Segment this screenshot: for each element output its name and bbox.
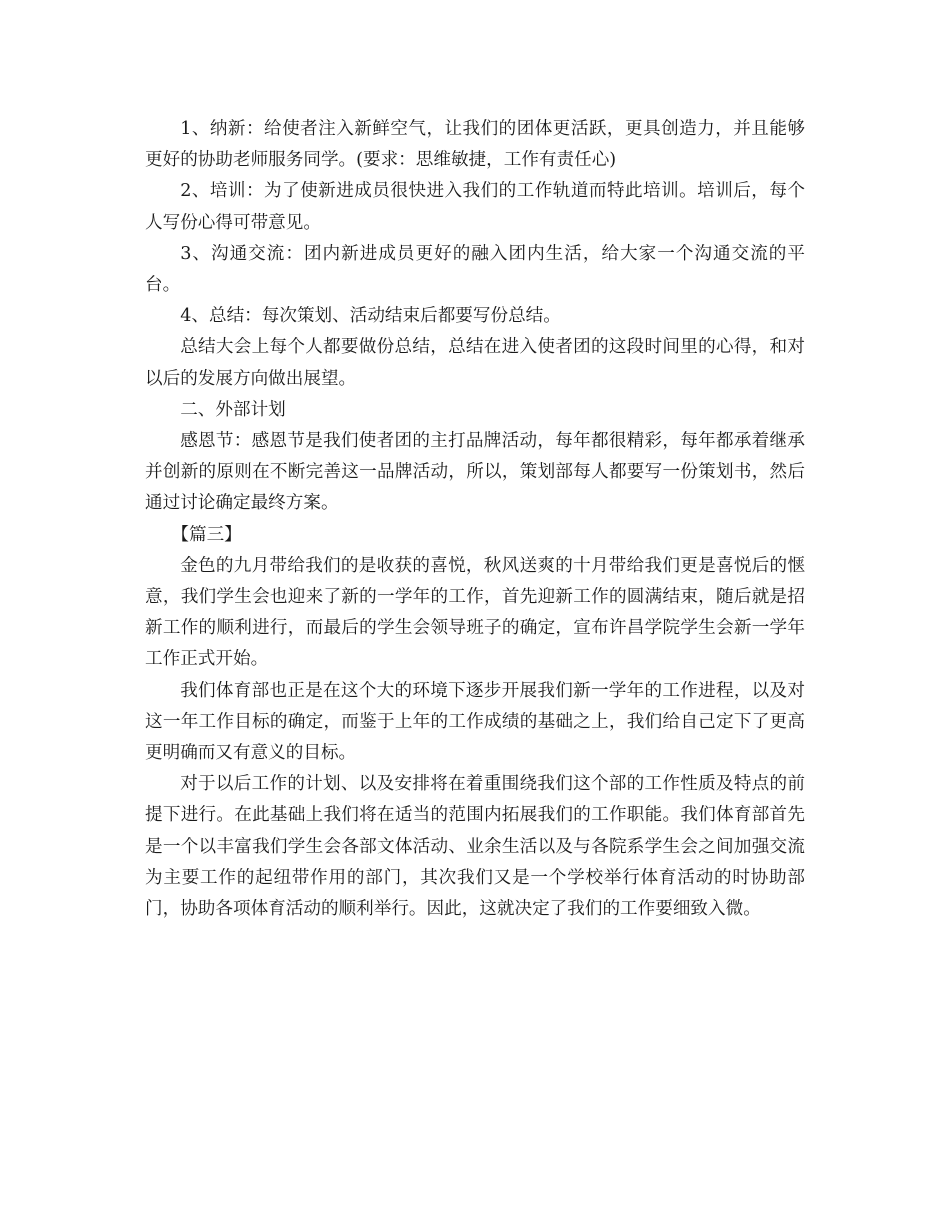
section-heading-part-three: 【篇三】 xyxy=(171,524,242,545)
section-heading-external-plan: 二、外部计划 xyxy=(180,399,286,420)
paragraph-sports-department: 我们体育部也正是在这个大的环境下逐步开展我们新一学年的工作进程，以及对这一年工作目标的确定，而鉴于上年的工作成绩的基础之上，我们给自己定下了更高更明确而又有意义的目标。 xyxy=(145,680,805,764)
document-body xyxy=(145,114,805,925)
paragraph-communication: 3、沟通交流：团内新进成员更好的融入团内生活，给大家一个沟通交流的平台。 xyxy=(145,243,805,296)
paragraph-summary: 4、总结：每次策划、活动结束后都要写份总结。 xyxy=(180,306,561,327)
paragraph-thanksgiving: 感恩节：感恩节是我们使者团的主打品牌活动，每年都很精彩，每年都承着继承并创新的原则在不断完善这一品牌活动，所以，策划部每人都要写一份策划书，然后通过讨论确定最终方案。 xyxy=(145,431,805,514)
paragraph-summary-meeting: 总结大会上每个人都要做份总结，总结在进入使者团的这段时间里的心得，和对以后的发展方向做出展望。 xyxy=(145,337,805,389)
paragraph-work-plan: 对于以后工作的计划、以及安排将在着重围绕我们这个部的工作性质及特点的前提下进行。在此基础上我们将在适当的范围内拓展我们的工作职能。我们体育部首先是一个以丰富我们学生会各部文体活动、业余生活以及与各院系学生会之间加强交流为主要工作的起纽带作用的部门，其次我们又是一个学校举行体育活动的时协助部门，协助各项体育活动的顺利举行。因此，这就决定了我们的工作要细致入微。 xyxy=(145,774,805,920)
paragraph-september: 金色的九月带给我们的是收获的喜悦，秋风送爽的十月带给我们更是喜悦后的惬意，我们学生会也迎来了新的一学年的工作，首先迎新工作的圆满结束，随后就是招新工作的顺利进行，而最后的学生会领导班子的确定，宣布许昌学院学生会新一学年工作正式开始。 xyxy=(145,555,805,670)
paragraph-recruit: 1、纳新：给使者注入新鲜空气，让我们的团体更活跃，更具创造力，并且能够更好的协助老师服务同学。(要求：思维敏捷，工作有责任心) xyxy=(145,119,805,171)
paragraph-training: 2、培训：为了使新进成员很快进入我们的工作轨道而特此培训。培训后，每个人写份心得可带意见。 xyxy=(145,181,805,233)
